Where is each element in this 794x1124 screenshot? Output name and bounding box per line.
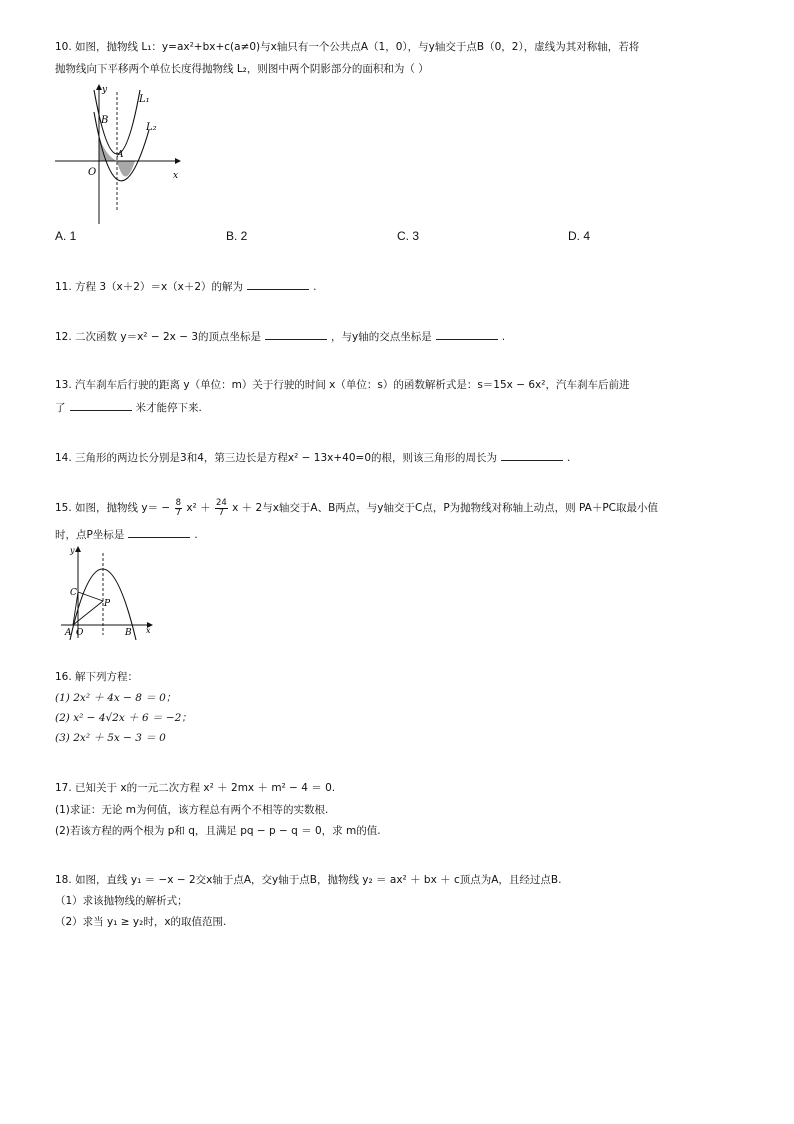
q12-vertex-blank[interactable] [265,329,327,340]
q15-frac1-num: 8 [175,497,181,508]
q13-line2 [55,400,202,415]
q17-item-2: (2)若该方程的两个根为 p和 q，且满足 pq − p − q ＝ 0，求 m的值. [55,825,381,837]
q15-label-p: P [104,599,111,609]
q10-option-b[interactable]: B. 2 [226,229,248,243]
q10-shade-right [117,161,135,177]
q10-label-b: B [101,115,109,126]
q16-title: 16. 解下列方程： [55,671,139,683]
q15-figure [56,543,166,643]
q10-option-a[interactable]: A. 1 [55,229,77,243]
q10-label-y: y [102,85,108,95]
q11-text: 11. 方程 3（x＋2）＝x（x＋2）的解为 [55,281,244,293]
q13-answer-blank[interactable] [70,400,132,411]
q11 [55,279,316,294]
q12-end: . [501,331,506,343]
q14-text: 14. 三角形的两边长分别是3和4，第三边长是方程x² − 13x+40=0的根，则该三角形的周长为 [55,452,498,464]
q15-line2 [55,527,198,542]
q15-frac2-den: 7 [218,507,225,518]
q11-answer-blank[interactable] [247,279,309,290]
q15-line1-post: x ＋ 2与x轴交于A、B两点，与y轴交于C点，P为抛物线对称轴上动点，则 PA＋PC取最小值 [232,502,659,514]
q17-title: 17. 已知关于 x的一元二次方程 x² ＋ 2mx ＋ m² − 4 ＝ 0. [55,782,336,794]
q12-intercept-blank[interactable] [436,329,498,340]
q15-label-x: x [146,626,151,635]
q10-label-l1: L₁ [139,94,150,105]
q15-frac1-den: 7 [175,507,181,518]
q11-end: . [313,281,317,293]
q15-label-c: C [70,588,77,598]
q12-part2: ，与y轴的交点坐标是 [331,331,432,343]
q10-option-c[interactable]: C. 3 [397,229,420,243]
q18-title: 18. 如图，直线 y₁ ＝ −x − 2交x轴于点A，交y轴于点B，抛物线 y₂ ＝ ax² ＋ bx ＋ c顶点为A，且经过点B. [55,874,562,886]
q15-answer-blank[interactable] [128,527,190,538]
q14-answer-blank[interactable] [501,450,563,461]
q10-label-x: x [173,171,179,181]
q15-fraction-1 [175,499,182,518]
q18-item-2: （2）求当 y₁ ≥ y₂时，x的取值范围. [55,916,227,928]
q15-fraction-2 [215,499,228,518]
q14 [55,450,570,465]
q15-label-o: O [76,628,84,638]
q15-line2-post: . [194,529,198,541]
q15-label-b: B [125,628,132,638]
q10-option-d[interactable]: D. 4 [568,229,591,243]
q10-line2: 抛物线向下平移两个单位长度得抛物线 L₂，则图中两个阴影部分的面积和为（ ） [55,63,429,75]
q18-item-1: （1）求该抛物线的解析式； [55,895,188,907]
q16-item-1: (1) 2x² ＋ 4x − 8 ＝ 0； [55,692,177,704]
q10-label-o: O [88,167,97,178]
q15-line1-pre: 15. 如图，抛物线 y＝ − [55,502,171,514]
q15-line1-mid: x² ＋ [186,502,211,514]
q14-end: . [567,452,571,464]
q16-item-2: (2) x² − 4√2x ＋ 6 ＝ −2； [55,712,192,724]
q12 [55,329,505,344]
q13-line1: 13. 汽车刹车后行驶的距离 y（单位：m）关于行驶的时间 x（单位：s）的函数解析式是：s＝15x − 6x²，汽车刹车后前进 [55,379,630,391]
q10-line1: 10. 如图，抛物线 L₁：y=ax²+bx+c(a≠0)与x轴只有一个公共点A（1，0），与y轴交于点B（0，2），虚线为其对称轴，若将 [55,41,640,53]
q15-frac2-num: 24 [215,497,227,508]
q13-line2-post: 米才能停下来. [135,402,202,414]
q15-line2-pre: 时，点P坐标是 [55,529,125,541]
q10-figure [50,80,190,225]
q10-label-a: A [117,150,124,160]
q15-label-a: A [65,628,72,638]
q10-label-l2: L₂ [146,122,157,133]
q16-item-3: (3) 2x² ＋ 5x − 3 ＝ 0 [55,732,166,744]
q13-line2-pre: 了 [55,402,66,414]
q15-line1 [55,497,658,519]
q12-part1: 12. 二次函数 y＝x² − 2x − 3的顶点坐标是 [55,331,262,343]
q17-item-1: (1)求证：无论 m为何值，该方程总有两个不相等的实数根. [55,804,329,816]
q15-label-y: y [70,546,75,555]
